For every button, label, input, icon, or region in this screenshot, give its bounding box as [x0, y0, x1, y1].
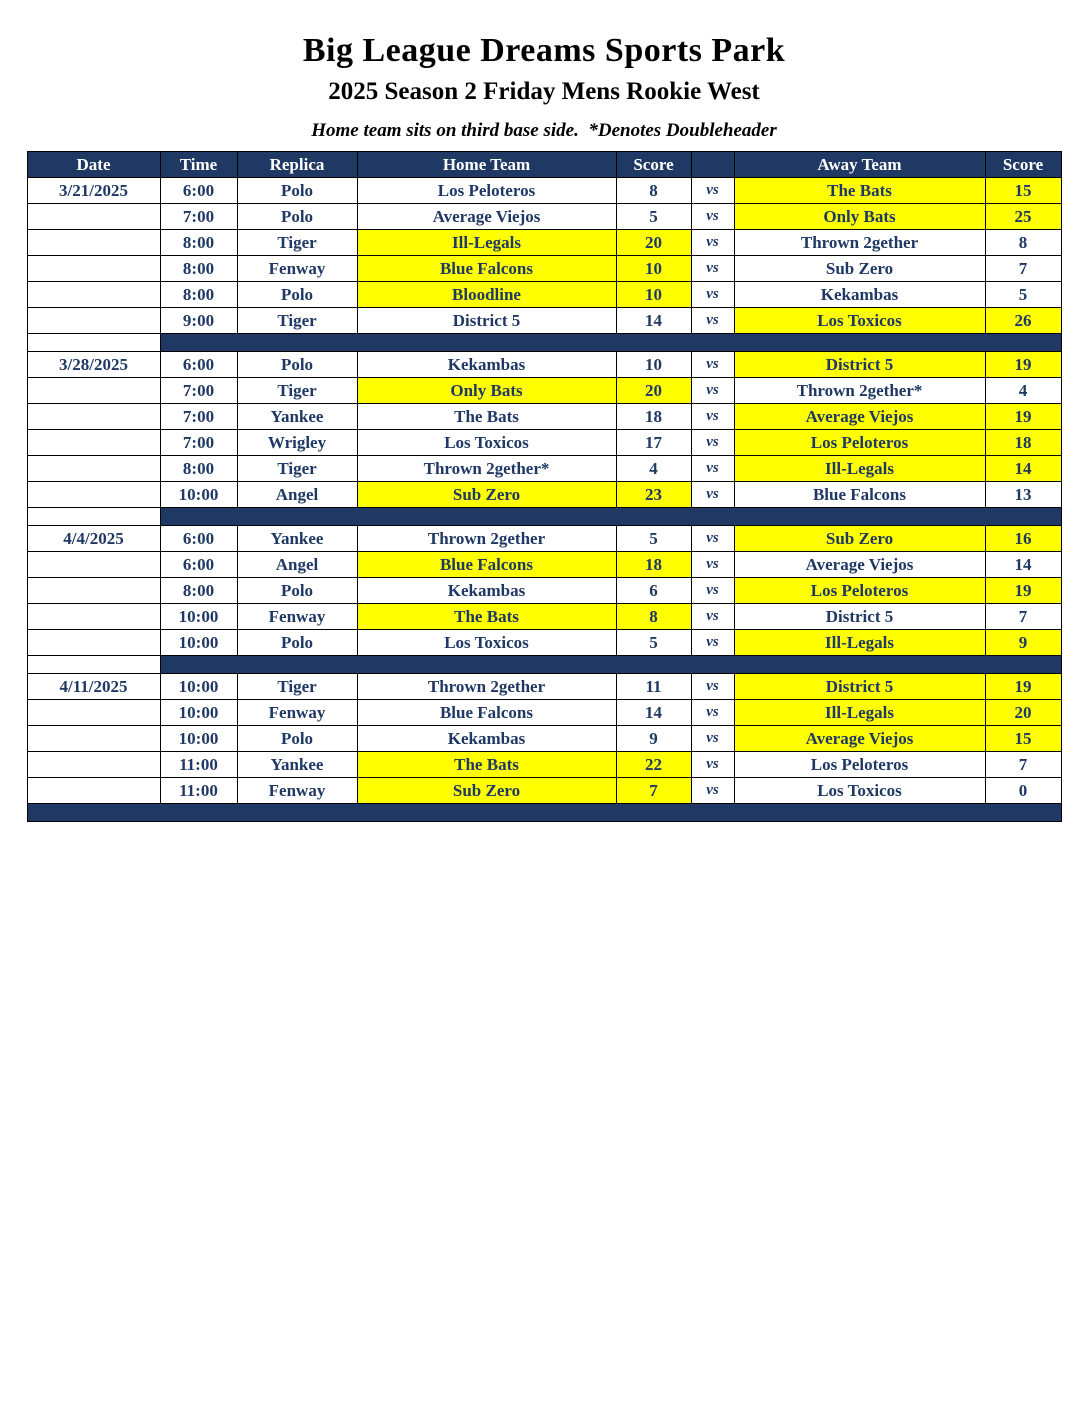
col-header-replica: Replica: [237, 152, 357, 178]
away-team-cell: Los Peloteros: [734, 752, 985, 778]
separator-band: [160, 334, 1061, 352]
away-score-cell: 0: [985, 778, 1061, 804]
time-cell: 6:00: [160, 352, 237, 378]
game-row: [27, 482, 1061, 508]
game-row: [27, 204, 1061, 230]
vs-cell: vs: [691, 482, 734, 508]
game-row: [27, 674, 1061, 700]
time-cell: 10:00: [160, 482, 237, 508]
vs-cell: vs: [691, 552, 734, 578]
game-row: [27, 308, 1061, 334]
date-cell: 4/11/2025: [27, 674, 160, 700]
game-row: [27, 700, 1061, 726]
home-score-cell: 6: [616, 578, 691, 604]
time-cell: 7:00: [160, 204, 237, 230]
vs-cell: vs: [691, 378, 734, 404]
date-cell: [27, 256, 160, 282]
date-cell: [27, 204, 160, 230]
replica-cell: Fenway: [237, 700, 357, 726]
home-team-cell: The Bats: [357, 404, 616, 430]
home-score-cell: 5: [616, 630, 691, 656]
vs-cell: vs: [691, 604, 734, 630]
vs-cell: vs: [691, 256, 734, 282]
replica-cell: Polo: [237, 726, 357, 752]
away-score-cell: 19: [985, 352, 1061, 378]
replica-cell: Wrigley: [237, 430, 357, 456]
home-score-cell: 10: [616, 282, 691, 308]
home-team-cell: Los Toxicos: [357, 630, 616, 656]
vs-cell: vs: [691, 178, 734, 204]
away-team-cell: Thrown 2gether: [734, 230, 985, 256]
home-score-cell: 17: [616, 430, 691, 456]
game-row: [27, 352, 1061, 378]
game-row: [27, 752, 1061, 778]
away-team-cell: Sub Zero: [734, 526, 985, 552]
home-score-cell: 14: [616, 308, 691, 334]
game-row: [27, 230, 1061, 256]
separator-date-cell: [27, 334, 160, 352]
vs-cell: vs: [691, 456, 734, 482]
away-score-cell: 25: [985, 204, 1061, 230]
replica-cell: Fenway: [237, 778, 357, 804]
time-cell: 8:00: [160, 230, 237, 256]
replica-cell: Fenway: [237, 604, 357, 630]
home-score-cell: 18: [616, 552, 691, 578]
col-header-time: Time: [160, 152, 237, 178]
col-header-home-score: Score: [616, 152, 691, 178]
home-team-cell: Los Peloteros: [357, 178, 616, 204]
game-row: [27, 552, 1061, 578]
replica-cell: Tiger: [237, 378, 357, 404]
col-header-away-score: Score: [985, 152, 1061, 178]
home-score-cell: 14: [616, 700, 691, 726]
home-score-cell: 20: [616, 230, 691, 256]
away-score-cell: 14: [985, 552, 1061, 578]
date-cell: [27, 778, 160, 804]
vs-cell: vs: [691, 726, 734, 752]
replica-cell: Tiger: [237, 674, 357, 700]
home-score-cell: 8: [616, 604, 691, 630]
away-team-cell: District 5: [734, 352, 985, 378]
away-team-cell: Kekambas: [734, 282, 985, 308]
away-score-cell: 5: [985, 282, 1061, 308]
home-team-cell: Los Toxicos: [357, 430, 616, 456]
vs-cell: vs: [691, 308, 734, 334]
away-score-cell: 19: [985, 404, 1061, 430]
replica-cell: Polo: [237, 282, 357, 308]
home-team-cell: Bloodline: [357, 282, 616, 308]
separator-date-cell: [27, 508, 160, 526]
game-row: [27, 378, 1061, 404]
home-score-cell: 20: [616, 378, 691, 404]
separator-band: [27, 804, 1061, 822]
away-team-cell: District 5: [734, 674, 985, 700]
away-score-cell: 7: [985, 604, 1061, 630]
away-score-cell: 16: [985, 526, 1061, 552]
home-team-cell: Kekambas: [357, 352, 616, 378]
page-subtitle: 2025 Season 2 Friday Mens Rookie West: [328, 78, 760, 105]
away-score-cell: 13: [985, 482, 1061, 508]
separator-row: [27, 508, 1061, 526]
time-cell: 10:00: [160, 630, 237, 656]
home-team-cell: Blue Falcons: [357, 552, 616, 578]
time-cell: 8:00: [160, 578, 237, 604]
time-cell: 7:00: [160, 430, 237, 456]
col-header-date: Date: [27, 152, 160, 178]
col-header-home-team: Home Team: [357, 152, 616, 178]
separator-date-cell: [27, 656, 160, 674]
time-cell: 6:00: [160, 178, 237, 204]
home-team-cell: Blue Falcons: [357, 256, 616, 282]
separator-row: [27, 804, 1061, 822]
home-team-cell: Sub Zero: [357, 482, 616, 508]
vs-cell: vs: [691, 230, 734, 256]
time-cell: 11:00: [160, 752, 237, 778]
away-score-cell: 4: [985, 378, 1061, 404]
home-score-cell: 10: [616, 256, 691, 282]
home-score-cell: 22: [616, 752, 691, 778]
replica-cell: Tiger: [237, 230, 357, 256]
game-row: [27, 256, 1061, 282]
time-cell: 11:00: [160, 778, 237, 804]
game-row: [27, 630, 1061, 656]
home-team-cell: Thrown 2gether: [357, 674, 616, 700]
separator-row: [27, 334, 1061, 352]
home-team-cell: Only Bats: [357, 378, 616, 404]
home-score-cell: 4: [616, 456, 691, 482]
vs-cell: vs: [691, 204, 734, 230]
home-team-cell: Kekambas: [357, 578, 616, 604]
away-team-cell: District 5: [734, 604, 985, 630]
date-cell: 3/21/2025: [27, 178, 160, 204]
game-row: [27, 282, 1061, 308]
date-cell: [27, 726, 160, 752]
game-row: [27, 404, 1061, 430]
away-score-cell: 9: [985, 630, 1061, 656]
away-team-cell: Average Viejos: [734, 552, 985, 578]
time-cell: 7:00: [160, 378, 237, 404]
vs-cell: vs: [691, 282, 734, 308]
vs-cell: vs: [691, 752, 734, 778]
home-score-cell: 7: [616, 778, 691, 804]
home-score-cell: 18: [616, 404, 691, 430]
home-team-cell: Sub Zero: [357, 778, 616, 804]
home-score-cell: 23: [616, 482, 691, 508]
home-score-cell: 5: [616, 526, 691, 552]
page-title: Big League Dreams Sports Park: [302, 32, 786, 69]
separator-band: [160, 508, 1061, 526]
date-cell: [27, 308, 160, 334]
date-cell: [27, 230, 160, 256]
replica-cell: Angel: [237, 482, 357, 508]
away-team-cell: Ill-Legals: [734, 456, 985, 482]
away-score-cell: 7: [985, 752, 1061, 778]
time-cell: 10:00: [160, 726, 237, 752]
time-cell: 9:00: [160, 308, 237, 334]
header-row: [27, 152, 1061, 178]
col-header-away-team: Away Team: [734, 152, 985, 178]
home-team-cell: Thrown 2gether*: [357, 456, 616, 482]
away-team-cell: Average Viejos: [734, 404, 985, 430]
away-team-cell: Los Peloteros: [734, 430, 985, 456]
vs-cell: vs: [691, 630, 734, 656]
replica-cell: Polo: [237, 578, 357, 604]
away-team-cell: Sub Zero: [734, 256, 985, 282]
vs-cell: vs: [691, 352, 734, 378]
time-cell: 6:00: [160, 552, 237, 578]
date-cell: [27, 578, 160, 604]
date-cell: [27, 552, 160, 578]
game-row: [27, 526, 1061, 552]
schedule-table: [27, 151, 1062, 822]
col-header-vs: [691, 152, 734, 178]
away-team-cell: Los Toxicos: [734, 308, 985, 334]
away-score-cell: 19: [985, 674, 1061, 700]
vs-cell: vs: [691, 778, 734, 804]
away-team-cell: Only Bats: [734, 204, 985, 230]
date-cell: [27, 404, 160, 430]
time-cell: 6:00: [160, 526, 237, 552]
away-team-cell: Los Toxicos: [734, 778, 985, 804]
away-score-cell: 8: [985, 230, 1061, 256]
time-cell: 8:00: [160, 256, 237, 282]
home-score-cell: 8: [616, 178, 691, 204]
away-team-cell: Blue Falcons: [734, 482, 985, 508]
date-cell: [27, 630, 160, 656]
away-score-cell: 15: [985, 178, 1061, 204]
date-cell: [27, 700, 160, 726]
replica-cell: Yankee: [237, 752, 357, 778]
away-score-cell: 14: [985, 456, 1061, 482]
game-row: [27, 778, 1061, 804]
away-team-cell: Ill-Legals: [734, 700, 985, 726]
away-score-cell: 15: [985, 726, 1061, 752]
replica-cell: Tiger: [237, 456, 357, 482]
home-team-cell: The Bats: [357, 752, 616, 778]
away-score-cell: 7: [985, 256, 1061, 282]
page-note: Home team sits on third base side. *Denotes Doubleheader: [311, 120, 777, 141]
replica-cell: Polo: [237, 178, 357, 204]
vs-cell: vs: [691, 404, 734, 430]
home-team-cell: The Bats: [357, 604, 616, 630]
time-cell: 8:00: [160, 282, 237, 308]
vs-cell: vs: [691, 526, 734, 552]
game-row: [27, 430, 1061, 456]
away-score-cell: 18: [985, 430, 1061, 456]
home-team-cell: Ill-Legals: [357, 230, 616, 256]
away-score-cell: 20: [985, 700, 1061, 726]
game-row: [27, 456, 1061, 482]
time-cell: 10:00: [160, 700, 237, 726]
vs-cell: vs: [691, 674, 734, 700]
home-score-cell: 5: [616, 204, 691, 230]
replica-cell: Yankee: [237, 404, 357, 430]
schedule-body: [27, 178, 1061, 822]
away-team-cell: The Bats: [734, 178, 985, 204]
time-cell: 7:00: [160, 404, 237, 430]
date-cell: [27, 604, 160, 630]
vs-cell: vs: [691, 700, 734, 726]
time-cell: 8:00: [160, 456, 237, 482]
game-row: [27, 726, 1061, 752]
home-team-cell: Thrown 2gether: [357, 526, 616, 552]
date-cell: [27, 482, 160, 508]
game-row: [27, 178, 1061, 204]
separator-band: [160, 656, 1061, 674]
date-cell: [27, 752, 160, 778]
home-team-cell: Blue Falcons: [357, 700, 616, 726]
away-team-cell: Ill-Legals: [734, 630, 985, 656]
home-score-cell: 10: [616, 352, 691, 378]
date-cell: 4/4/2025: [27, 526, 160, 552]
away-team-cell: Average Viejos: [734, 726, 985, 752]
replica-cell: Yankee: [237, 526, 357, 552]
away-team-cell: Los Peloteros: [734, 578, 985, 604]
home-score-cell: 9: [616, 726, 691, 752]
home-team-cell: Kekambas: [357, 726, 616, 752]
date-cell: [27, 378, 160, 404]
replica-cell: Tiger: [237, 308, 357, 334]
date-cell: 3/28/2025: [27, 352, 160, 378]
away-team-cell: Thrown 2gether*: [734, 378, 985, 404]
date-cell: [27, 282, 160, 308]
vs-cell: vs: [691, 578, 734, 604]
replica-cell: Polo: [237, 630, 357, 656]
game-row: [27, 604, 1061, 630]
home-team-cell: District 5: [357, 308, 616, 334]
home-team-cell: Average Viejos: [357, 204, 616, 230]
away-score-cell: 26: [985, 308, 1061, 334]
game-row: [27, 578, 1061, 604]
home-score-cell: 11: [616, 674, 691, 700]
date-cell: [27, 430, 160, 456]
date-cell: [27, 456, 160, 482]
time-cell: 10:00: [160, 604, 237, 630]
replica-cell: Fenway: [237, 256, 357, 282]
away-score-cell: 19: [985, 578, 1061, 604]
time-cell: 10:00: [160, 674, 237, 700]
vs-cell: vs: [691, 430, 734, 456]
replica-cell: Angel: [237, 552, 357, 578]
replica-cell: Polo: [237, 204, 357, 230]
separator-row: [27, 656, 1061, 674]
replica-cell: Polo: [237, 352, 357, 378]
